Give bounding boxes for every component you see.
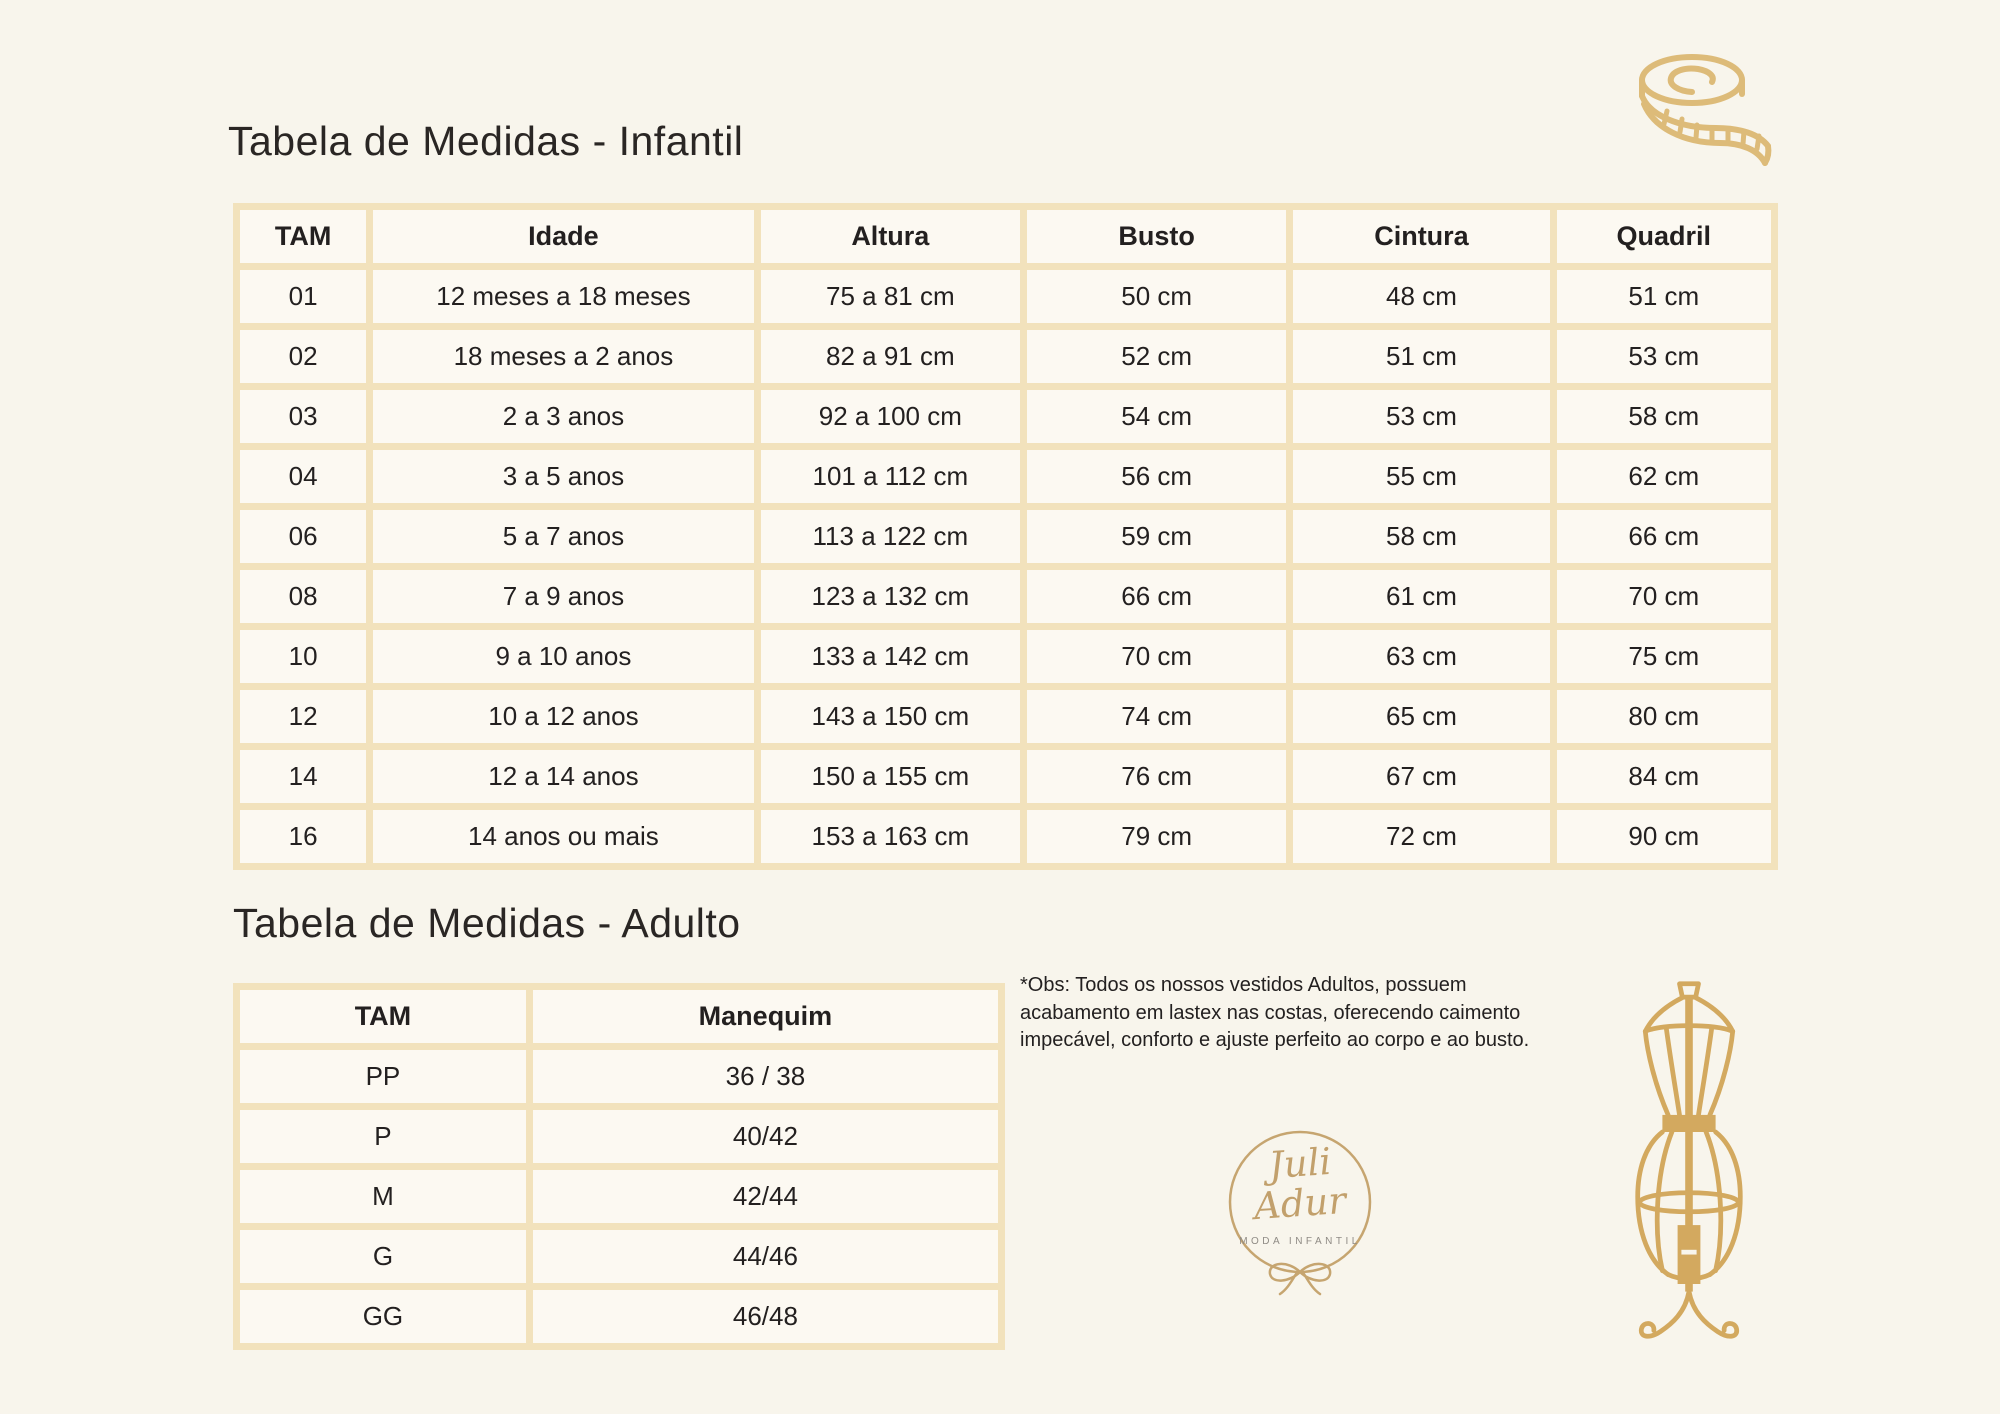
- table-row: [240, 810, 1771, 863]
- table-cell: 51 cm: [1557, 270, 1771, 323]
- table-cell: 113 a 122 cm: [761, 510, 1020, 563]
- logo-subtitle: MODA INFANTIL: [1239, 1236, 1361, 1247]
- column-header: TAM: [240, 210, 366, 263]
- column-header: Busto: [1027, 210, 1286, 263]
- column-header: Idade: [373, 210, 754, 263]
- table-row: [240, 330, 1771, 383]
- table-cell: 55 cm: [1293, 450, 1549, 503]
- table-cell: 14: [240, 750, 366, 803]
- table-cell: 123 a 132 cm: [761, 570, 1020, 623]
- table-row: [240, 270, 1771, 323]
- column-header: TAM: [240, 990, 526, 1043]
- adulto-note: [1020, 972, 1620, 1055]
- column-header: Altura: [761, 210, 1020, 263]
- table-cell: 76 cm: [1027, 750, 1286, 803]
- adulto-size-table: [233, 983, 1005, 1350]
- table-cell: 56 cm: [1027, 450, 1286, 503]
- table-cell: 66 cm: [1027, 570, 1286, 623]
- table-cell: 150 a 155 cm: [761, 750, 1020, 803]
- table-cell: 75 a 81 cm: [761, 270, 1020, 323]
- brand-logo: [1222, 1120, 1378, 1305]
- table-cell: 04: [240, 450, 366, 503]
- table-cell: 58 cm: [1557, 390, 1771, 443]
- adulto-title: Tabela de Medidas - Adulto: [233, 900, 741, 946]
- table-cell: 2 a 3 anos: [373, 390, 754, 443]
- table-cell: 10 a 12 anos: [373, 690, 754, 743]
- table-cell: 02: [240, 330, 366, 383]
- table-cell: 14 anos ou mais: [373, 810, 754, 863]
- table-cell: 79 cm: [1027, 810, 1286, 863]
- table-cell: 59 cm: [1027, 510, 1286, 563]
- column-header: Cintura: [1293, 210, 1549, 263]
- table-cell: 53 cm: [1293, 390, 1549, 443]
- table-cell: 46/48: [533, 1290, 998, 1343]
- table-cell: 70 cm: [1557, 570, 1771, 623]
- table-cell: 3 a 5 anos: [373, 450, 754, 503]
- table-row: [240, 630, 1771, 683]
- header-row: [240, 990, 998, 1043]
- header-row: [240, 210, 1771, 263]
- table-cell: 63 cm: [1293, 630, 1549, 683]
- table-cell: GG: [240, 1290, 526, 1343]
- note-line: acabamento em lastex nas costas, oferecendo caimento: [1020, 1001, 1521, 1024]
- column-header: Manequim: [533, 990, 998, 1043]
- table-cell: 9 a 10 anos: [373, 630, 754, 683]
- table-cell: 66 cm: [1557, 510, 1771, 563]
- table-cell: 40/42: [533, 1110, 998, 1163]
- note-line: impecável, conforto e ajuste perfeito ao corpo e ao busto.: [1020, 1029, 1530, 1051]
- table-cell: 42/44: [533, 1170, 998, 1223]
- table-cell: 08: [240, 570, 366, 623]
- table-row: [240, 450, 1771, 503]
- table-cell: 12 a 14 anos: [373, 750, 754, 803]
- table-cell: 10: [240, 630, 366, 683]
- table-row: [240, 1050, 998, 1103]
- infantil-size-table: [233, 203, 1778, 870]
- table-cell: 53 cm: [1557, 330, 1771, 383]
- table-cell: 101 a 112 cm: [761, 450, 1020, 503]
- table-row: [240, 1290, 998, 1343]
- table-cell: 67 cm: [1293, 750, 1549, 803]
- note-line: *Obs: Todos os nossos vestidos Adultos, possuem: [1020, 974, 1467, 996]
- table-cell: 90 cm: [1557, 810, 1771, 863]
- table-cell: 01: [240, 270, 366, 323]
- table-cell: 12: [240, 690, 366, 743]
- table-cell: 16: [240, 810, 366, 863]
- measuring-tape-icon: [1612, 48, 1782, 170]
- table-cell: M: [240, 1170, 526, 1223]
- dress-form-icon: [1630, 980, 1748, 1360]
- logo-name-line1: Juli: [1267, 1139, 1333, 1188]
- table-row: [240, 510, 1771, 563]
- logo-name-line2: Adur: [1252, 1178, 1348, 1229]
- table-cell: 58 cm: [1293, 510, 1549, 563]
- table-row: [240, 750, 1771, 803]
- table-cell: 50 cm: [1027, 270, 1286, 323]
- infantil-title: Tabela de Medidas - Infantil: [228, 118, 744, 164]
- table-row: [240, 1230, 998, 1283]
- table-cell: 7 a 9 anos: [373, 570, 754, 623]
- column-header: Quadril: [1557, 210, 1771, 263]
- table-row: [240, 1170, 998, 1223]
- table-cell: 48 cm: [1293, 270, 1549, 323]
- table-cell: 133 a 142 cm: [761, 630, 1020, 683]
- table-cell: PP: [240, 1050, 526, 1103]
- table-cell: 82 a 91 cm: [761, 330, 1020, 383]
- table-row: [240, 390, 1771, 443]
- table-cell: 36 / 38: [533, 1050, 998, 1103]
- table-cell: 18 meses a 2 anos: [373, 330, 754, 383]
- table-cell: 54 cm: [1027, 390, 1286, 443]
- table-cell: 03: [240, 390, 366, 443]
- table-cell: P: [240, 1110, 526, 1163]
- table-cell: 92 a 100 cm: [761, 390, 1020, 443]
- table-cell: 51 cm: [1293, 330, 1549, 383]
- table-cell: 62 cm: [1557, 450, 1771, 503]
- table-cell: 5 a 7 anos: [373, 510, 754, 563]
- table-cell: 153 a 163 cm: [761, 810, 1020, 863]
- table-cell: 143 a 150 cm: [761, 690, 1020, 743]
- table-cell: 84 cm: [1557, 750, 1771, 803]
- table-cell: 52 cm: [1027, 330, 1286, 383]
- table-cell: 74 cm: [1027, 690, 1286, 743]
- table-cell: 72 cm: [1293, 810, 1549, 863]
- table-cell: 65 cm: [1293, 690, 1549, 743]
- table-cell: 06: [240, 510, 366, 563]
- table-cell: 75 cm: [1557, 630, 1771, 683]
- table-cell: G: [240, 1230, 526, 1283]
- table-cell: 70 cm: [1027, 630, 1286, 683]
- table-cell: 61 cm: [1293, 570, 1549, 623]
- table-cell: 80 cm: [1557, 690, 1771, 743]
- table-row: [240, 1110, 998, 1163]
- table-cell: 44/46: [533, 1230, 998, 1283]
- table-row: [240, 690, 1771, 743]
- table-cell: 12 meses a 18 meses: [373, 270, 754, 323]
- table-row: [240, 570, 1771, 623]
